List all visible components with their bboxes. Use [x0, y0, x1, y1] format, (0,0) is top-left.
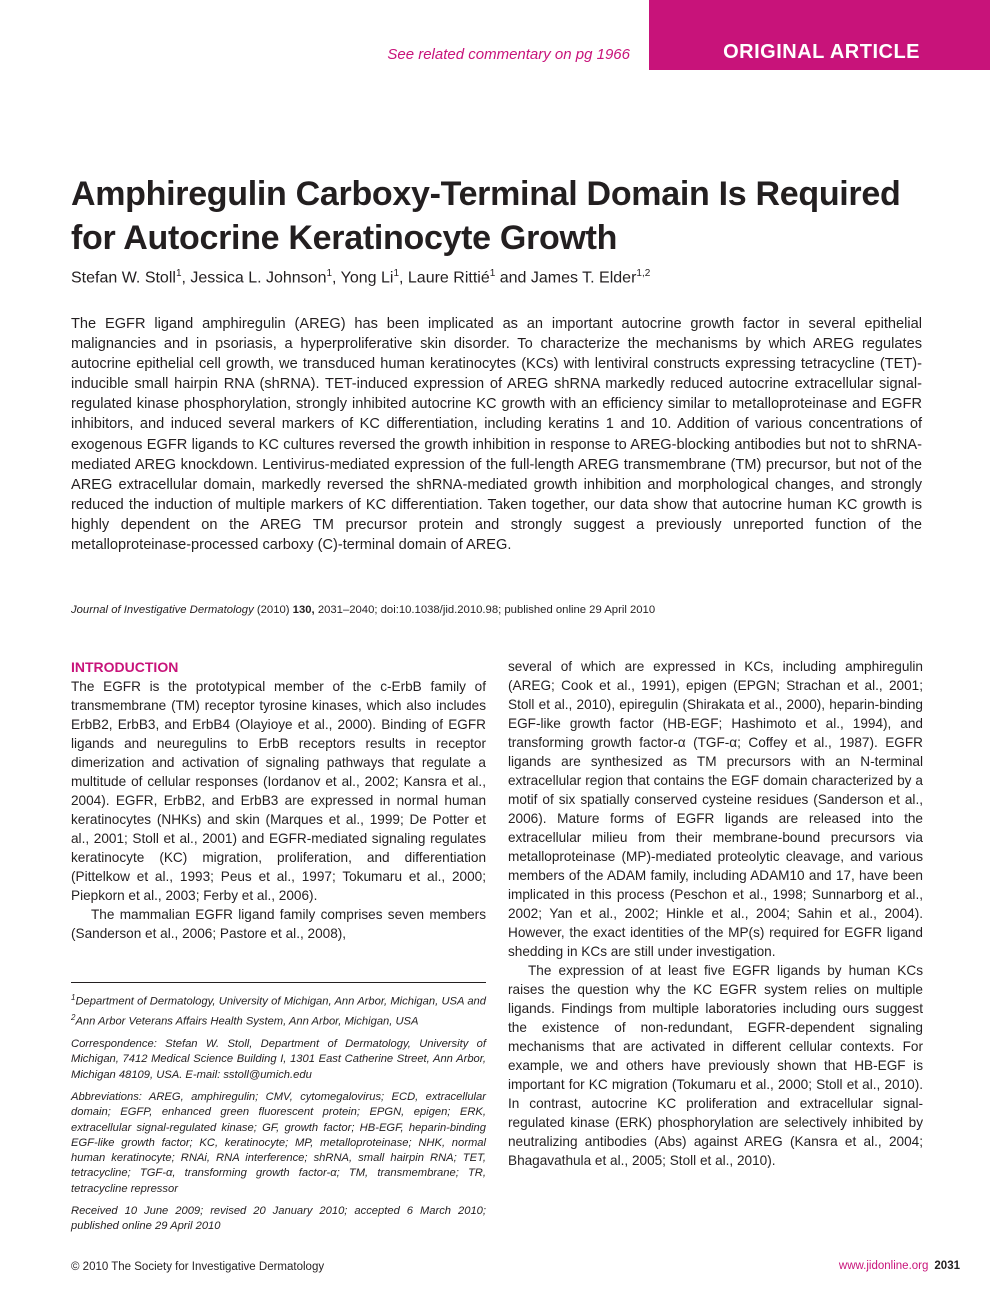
article-title-line-1: Amphiregulin Carboxy-Terminal Domain Is Required	[71, 175, 901, 213]
received-dates-note: Received 10 June 2009; revised 20 January 2010; accepted 6 March 2010; published online 29 April 2010	[71, 1205, 486, 1233]
footnotes	[71, 990, 486, 1242]
copyright-notice: © 2010 The Society for Investigative Dermatology	[71, 1261, 325, 1273]
footnote-divider	[71, 982, 486, 983]
author-separator: and	[495, 269, 531, 287]
author-name: Stefan W. Stoll	[71, 269, 176, 287]
page-footer	[839, 1260, 960, 1272]
author-name: Laure Rittié	[407, 269, 490, 287]
abstract: The EGFR ligand amphiregulin (AREG) has been implicated as an important autocrine growth factor in several epithelial malignancies and in psoriasis, a hyperproliferative skin disorder. To characterize the mechanisms by which AREG regulates autocrine epithelial cell growth, we transduced human keratinocytes (KCs) with lentiviral constructs expressing tetracycline (TET)-inducible small hairpin RNA (shRNA). TET-induced expression of AREG shRNA markedly reduced autocrine extracellular signal-regulated kinase phosphorylation, strongly inhibited autocrine KC growth with an efficiency similar to metalloproteinase and EGFR inhibitors, and induced several markers of KC differentiation, including keratins 1 and 10. Addition of various concentrations of exogenous EGFR ligands to KC cultures reversed the growth inhibition in response to AREG-blocking antibodies but not to shRNA-mediated AREG knockdown. Lentivirus-mediated expression of the full-length AREG transmembrane (TM) precursor, but not of the AREG extracellular domain, markedly reversed the shRNA-mediated growth inhibition and morphological changes, and strongly reduced the induction of multiple markers of KC differentiation. Taken together, our data show that autocrine human KC growth is highly dependent on the AREG TM precursor protein and strongly suggest a previously unreported function of the metalloproteinase-processed carboxy (C)-terminal domain of AREG.	[71, 316, 922, 554]
article-title-line-2: for Autocrine Keratinocyte Growth	[71, 219, 618, 257]
intro-paragraph-3: several of which are expressed in KCs, including amphiregulin (AREG; Cook et al., 1991), epigen (EPGN; Strachan et al., 2001; Stoll et al., 2010), epiregulin (Shirakata et al., 2000), heparin-binding EGF-like growth factor (HB-EGF; Hashimoto et al., 1994), and transforming growth factor-α (TGF-α; Coffey et al., 1987). EGFR ligands are synthesized as TM precursors with an N-terminal extracellular region that contains the EGF domain characterized by a motif of six spatially conserved cysteine residues (Sanderson et al., 2006). Mature forms of EGFR ligands are released into the extracellular milieu from their membrane-bound precursors via metalloproteinase (MP)-mediated proteolytic cleavage, and various members of the ADAM family, including ADAM10 and 17, have been implicated in this process (Peschon et al., 1998; Sunnarborg et al., 2002; Yan et al., 2002; Hinkle et al., 2004; Sahin et al., 2004). However, the exact identities of the MP(s) required for EGFR ligand shedding in KCs are still under investigation.	[508, 659, 923, 959]
related-commentary-note: See related commentary on pg 1966	[387, 46, 630, 63]
affiliation-marker: 2	[71, 1013, 76, 1023]
journal-website-link[interactable]: www.jidonline.org	[838, 1260, 929, 1272]
page-number: 2031	[934, 1260, 960, 1272]
abbreviations-note: Abbreviations: AREG, amphiregulin; CMV, cytomegalovirus; ECD, extracellular domain; EGFP, enhanced green fluorescent protein; EPGN, epigen; ERK, extracellular signal-regulated kinase; GF, growth factor; HB-EGF, heparin-binding EGF-like growth factor; KC, keratinocyte; MP, metalloproteinase; NHK, normal human keratinocyte; RNAi, RNA interference; shRNA, small hairpin RNA; TET, tetracycline; TGF-α, transforming growth factor-α; TM, transmembrane; TR, tetracycline repressor	[71, 1090, 486, 1195]
introduction-heading: INTRODUCTION	[71, 659, 179, 675]
author-separator: ,	[332, 269, 341, 287]
citation-volume: 130,	[292, 604, 315, 616]
left-column	[71, 657, 486, 943]
right-column	[508, 657, 923, 1170]
author-affiliation: 1	[393, 268, 399, 279]
author-affiliation: 1	[175, 268, 182, 279]
citation-details: 2031–2040; doi:10.1038/jid.2010.98; published online 29 April 2010	[317, 604, 656, 616]
affiliation-text: Department of Dermatology, University of Michigan, Ann Arbor, Michigan, USA and	[75, 995, 486, 1008]
citation-year: (2010)	[256, 604, 290, 616]
author-name: Jessica L. Johnson	[190, 269, 327, 287]
author-name: James T. Elder	[530, 269, 637, 287]
journal-citation	[71, 602, 931, 618]
article-title	[71, 172, 931, 260]
intro-paragraph-4: The expression of at least five EGFR ligands by human KCs raises the question why the KC EGFR system relies on multiple ligands. Findings from multiple laboratories including ours suggest the existence of non-redundant, EGFR-dependent signaling mechanisms that are activated in different cellular contexts. For example, we and others have previously shown that HB-EGF is important for KC migration (Tokumaru et al., 2000; Stoll et al., 2010). In contrast, autocrine KC proliferation and extracellular signal-regulated kinase (ERK) phosphorylation are selectively inhibited by neutralizing antibodies (Abs) against AREG (Kansra et al., 2004; Bhagavathula et al., 2005; Stoll et al., 2010).	[508, 963, 923, 1168]
journal-name: Journal of Investigative Dermatology	[71, 604, 254, 616]
author-separator: ,	[399, 269, 408, 287]
author-name: Yong Li	[340, 269, 394, 287]
author-affiliation: 1,2	[636, 268, 651, 279]
affiliation-marker: 1	[71, 993, 76, 1002]
intro-paragraph-2: The mammalian EGFR ligand family comprises seven members (Sanderson et al., 2006; Pastore et al., 2008),	[71, 907, 486, 941]
article-type-banner	[649, 0, 990, 70]
article-type-label: ORIGINAL ARTICLE	[723, 41, 920, 63]
intro-paragraph-1: The EGFR is the prototypical member of the c-ErbB family of transmembrane (TM) receptor tyrosine kinases, which also includes ErbB2, ErbB3, and ErbB4 (Olayioye et al., 2000). Binding of EGFR ligands and neuregulins to ErbB receptors results in receptor dimerization and activation of signaling pathways that regulate a multitude of cellular responses (Iordanov et al., 2002; Kansra et al., 2004). EGFR, ErbB2, and ErbB3 are expressed in normal human keratinocytes (NHKs) and skin (Marques et al., 1999; De Potter et al., 2001; Stoll et al., 2001) and EGFR-mediated signaling regulates keratinocyte (KC) migration, proliferation, and differentiation (Pittelkow et al., 1993; Peus et al., 1997; Tokumaru et al., 2000; Piepkorn et al., 2003; Ferby et al., 2006).	[71, 679, 486, 903]
correspondence-note: Correspondence: Stefan W. Stoll, Department of Dermatology, University of Michigan, 7412 Medical Science Building I, 1301 East Catherine Street, Ann Arbor, Michigan 48109, USA. E-mail: sstoll@umich.edu	[71, 1038, 486, 1081]
author-separator: ,	[181, 269, 191, 287]
author-affiliation: 1	[326, 268, 333, 279]
affiliation-text: Ann Arbor Veterans Affairs Health System, Ann Arbor, Michigan, USA	[75, 1015, 419, 1028]
affiliations-note	[71, 990, 486, 1030]
author-affiliation: 1	[489, 268, 496, 279]
author-list	[71, 262, 931, 290]
